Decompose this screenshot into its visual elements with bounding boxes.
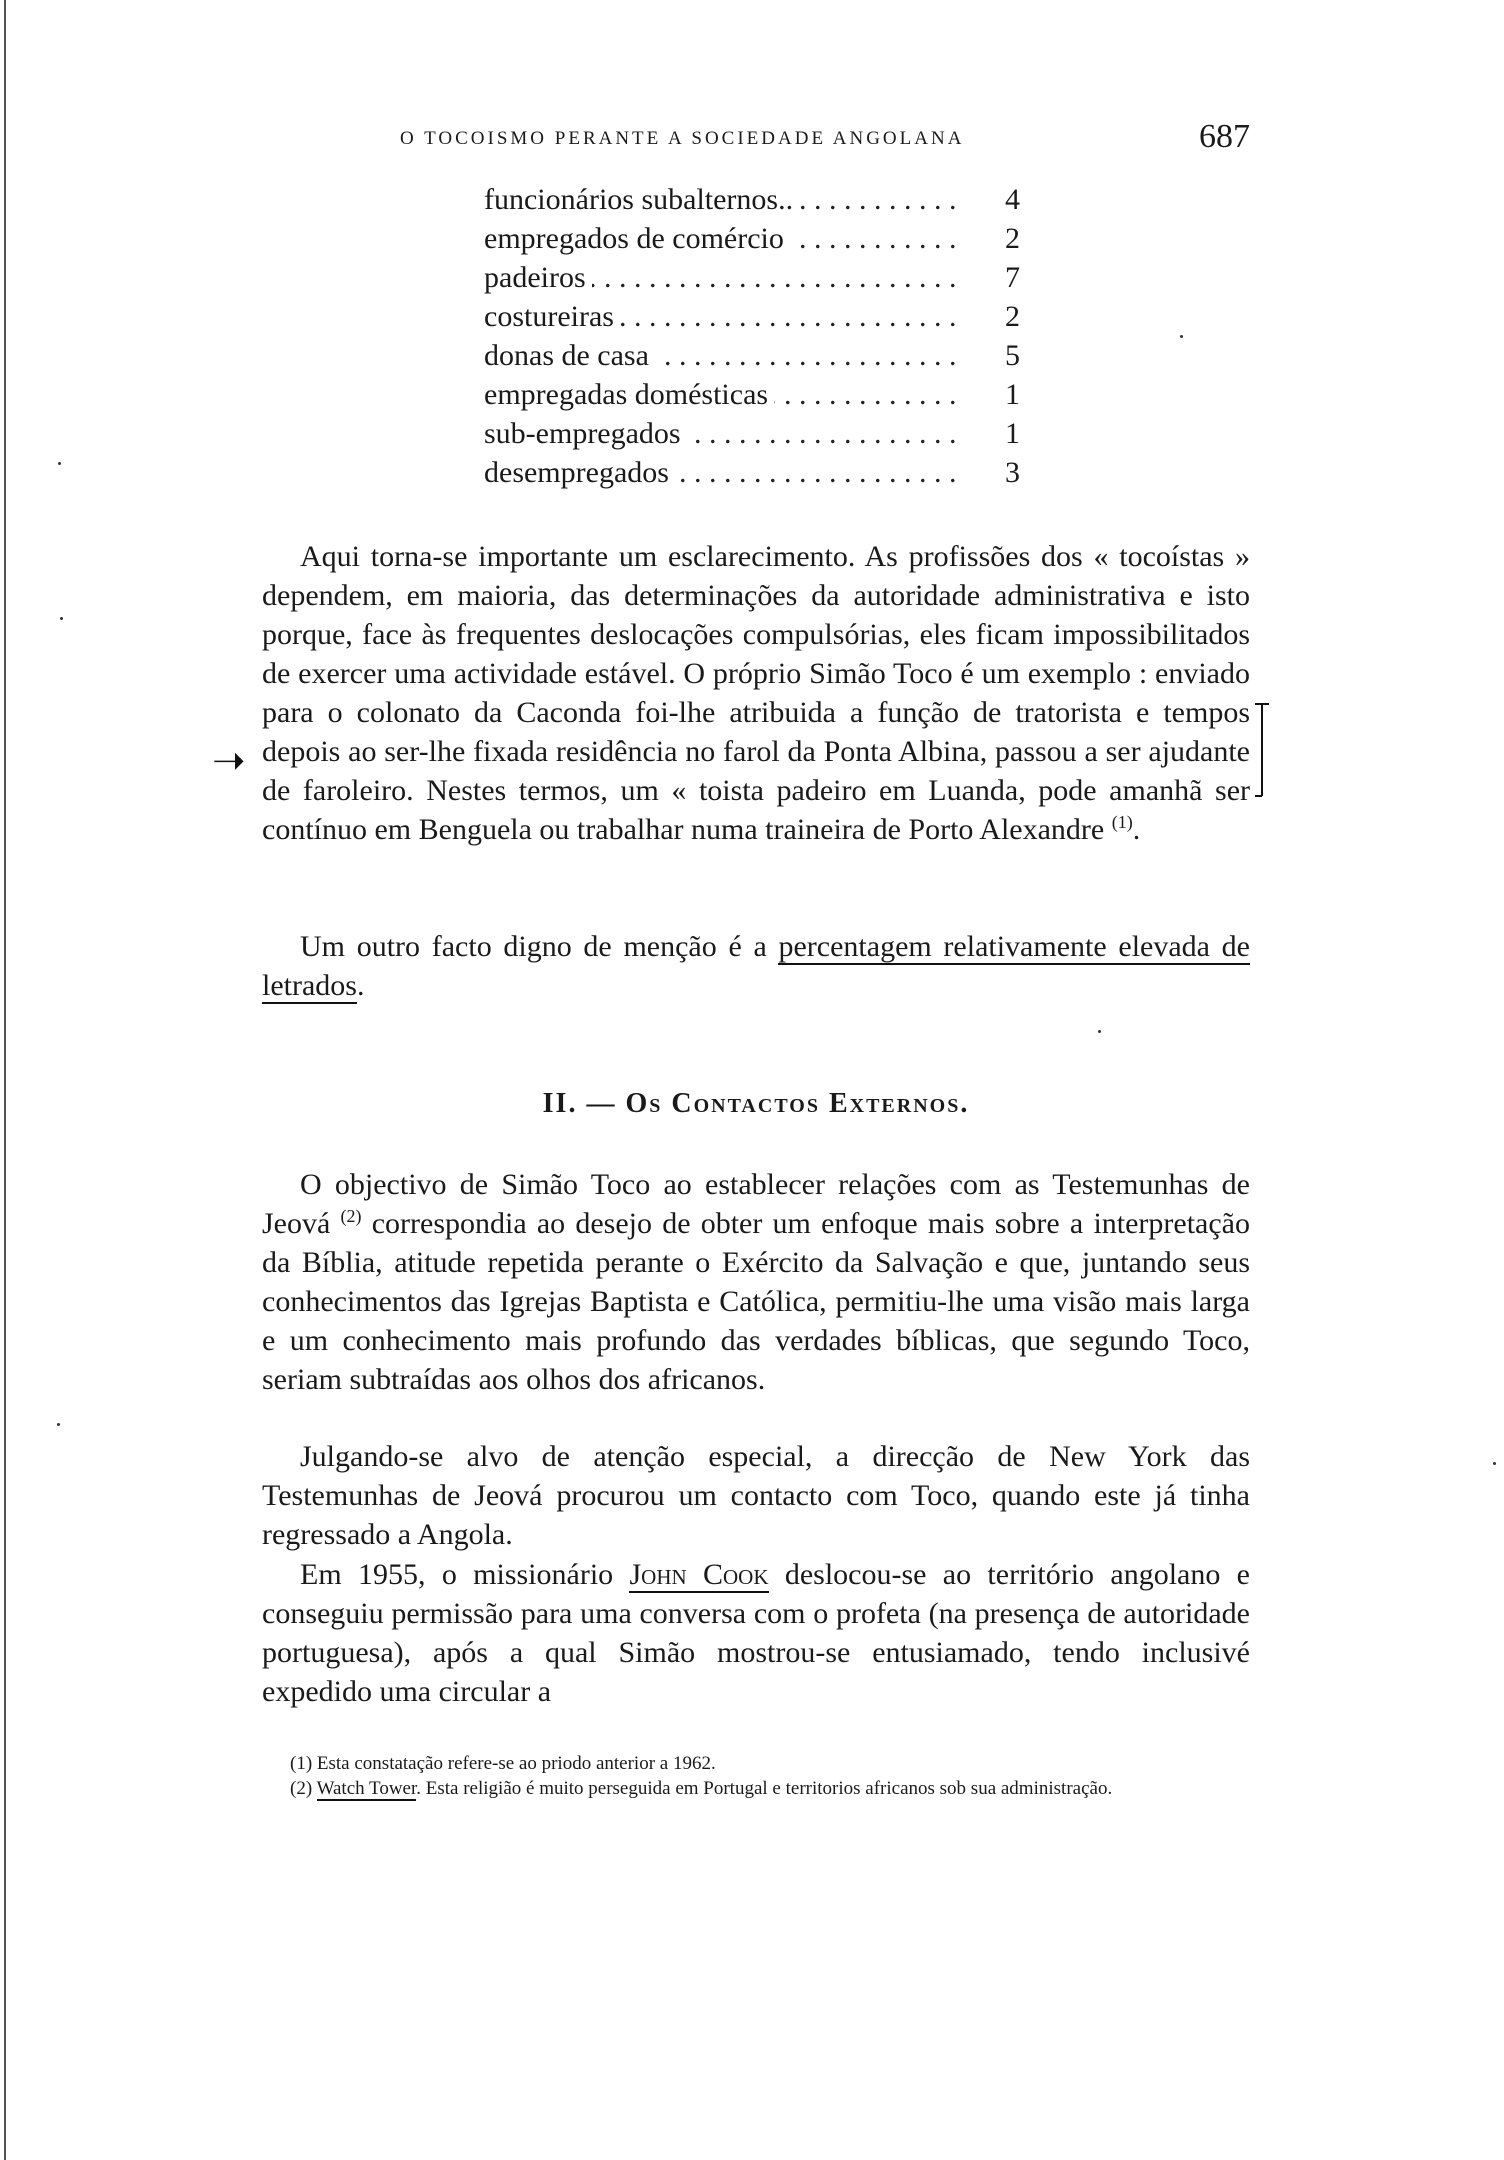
paragraph-text: O objectivo de Simão Toco ao establecer relações com as Testemunhas de Jeová [262, 1168, 1250, 1240]
paragraph-end: . [356, 969, 365, 1002]
paragraph-text: Um outro facto digno de menção é a [300, 930, 779, 963]
profession-count: 4 [980, 180, 1020, 219]
section-number: II. — [542, 1088, 617, 1119]
section-heading [262, 1088, 1250, 1120]
footnote-mark: (1) [290, 1753, 313, 1774]
table-row [484, 297, 1034, 336]
table-row [484, 258, 1034, 297]
profession-count: 7 [980, 258, 1020, 297]
paragraph-text: Em 1955, o missionário [300, 1558, 630, 1591]
table-row [484, 180, 1034, 219]
paragraph-text: Aqui torna-se importante um esclarecimento. As profissões dos « tocoístas » dependem, em maioria, das determinações da autoridade administrativa e isto porque, face às frequentes deslocações compulsórias, eles ficam impossibilitados de exercer uma actividade estável. O próprio Simão Toco é um exemplo : enviado para o colonato da Caconda foi-lhe atribuida a função de tratorista e tempos depois ao ser-lhe fixada residência no farol da Ponta Albina, passou a ser ajudante de faroleiro. Nestes termos, um « toista padeiro em Luanda, pode amanhã ser contínuo em Benguela ou trabalhar numa traineira de Porto Alexandre [262, 540, 1250, 846]
profession-label: donas de casa [484, 339, 649, 372]
paragraph-end: . [1132, 813, 1141, 846]
profession-label: padeiros [484, 261, 586, 294]
profession-label: empregados de comércio [484, 222, 784, 255]
profession-count: 2 [980, 219, 1020, 258]
paragraph-text-cont: deslocou-se ao território angolano e conseguiu permissão para uma conversa com o profeta (na presença de autoridade portuguesa), após a qual Simão mostrou-se entusiamado, tendo inclusivé expedido uma circular a [262, 1558, 1251, 1708]
profession-label: costureiras [484, 300, 614, 333]
professions-table [484, 180, 1034, 492]
profession-label: funcionários subalternos.. [484, 183, 794, 216]
footnote-mark: (2) [290, 1778, 313, 1799]
footnotes [262, 1751, 1250, 1801]
paragraph-objective [262, 1165, 1250, 1399]
section-title: Os Contactos Externos. [625, 1088, 970, 1119]
scan-speck [60, 617, 63, 620]
handwritten-arrow-icon: ➝ [212, 738, 246, 784]
scan-margin-edge [4, 0, 6, 2160]
running-head [400, 118, 1260, 158]
paragraph-professions [262, 537, 1250, 849]
scan-speck [1493, 1462, 1496, 1465]
scan-speck [57, 1423, 60, 1426]
running-title: O TOCOISMO PERANTE A SOCIEDADE ANGOLANA [400, 128, 965, 149]
profession-count: 2 [980, 297, 1020, 336]
handwritten-bracket-icon [1253, 700, 1271, 800]
table-row [484, 414, 1034, 453]
handwritten-underlined-phrase: percentagem relativamente elevada de letrados [262, 930, 1250, 1002]
table-row [484, 375, 1034, 414]
handwritten-underlined-name: John Cook [629, 1558, 769, 1591]
profession-label: desempregados [484, 456, 669, 489]
scan-speck [58, 462, 61, 465]
table-row [484, 219, 1034, 258]
footnote-1 [262, 1751, 1250, 1776]
paragraph-john-cook [262, 1555, 1250, 1711]
footnote-text: Esta constatação refere-se ao priodo anterior a 1962. [316, 1753, 716, 1774]
table-row [484, 453, 1034, 492]
footnote-text: . Esta religião é muito perseguida em Portugal e territorios africanos sob sua administração. [416, 1778, 1113, 1799]
footnote-2 [262, 1776, 1250, 1801]
paragraph-literacy [262, 927, 1250, 1005]
paragraph-text-cont: correspondia ao desejo de obter um enfoque mais sobre a interpretação da Bíblia, atitude repetida perante o Exército da Salvação e que, juntando seus conhecimentos das Igrejas Baptista e Católica, permitiu-lhe uma visão mais larga e um conhecimento mais profundo das verdades bíblicas, que segundo Toco, seriam subtraídas aos olhos dos africanos. [262, 1207, 1251, 1396]
profession-label: sub-empregados [484, 417, 681, 450]
page-number: 687 [1199, 118, 1250, 155]
profession-label: empregadas domésticas [484, 378, 769, 411]
table-row [484, 336, 1034, 375]
profession-count: 1 [980, 414, 1020, 453]
handwritten-underlined-term: Watch Tower [316, 1778, 417, 1799]
paragraph-text: Julgando-se alvo de atenção especial, a direcção de New York das Testemunhas de Jeová procurou um contacto com Toco, quando este já tinha regressado a Angola. [262, 1440, 1250, 1551]
profession-count: 3 [980, 453, 1020, 492]
profession-count: 1 [980, 375, 1020, 414]
paragraph-new-york [262, 1437, 1250, 1554]
scan-speck [1180, 335, 1183, 338]
profession-count: 5 [980, 336, 1020, 375]
scan-speck [1098, 1030, 1101, 1033]
footnote-ref-2: (2) [340, 1206, 362, 1226]
footnote-ref-1: (1) [1111, 812, 1133, 832]
